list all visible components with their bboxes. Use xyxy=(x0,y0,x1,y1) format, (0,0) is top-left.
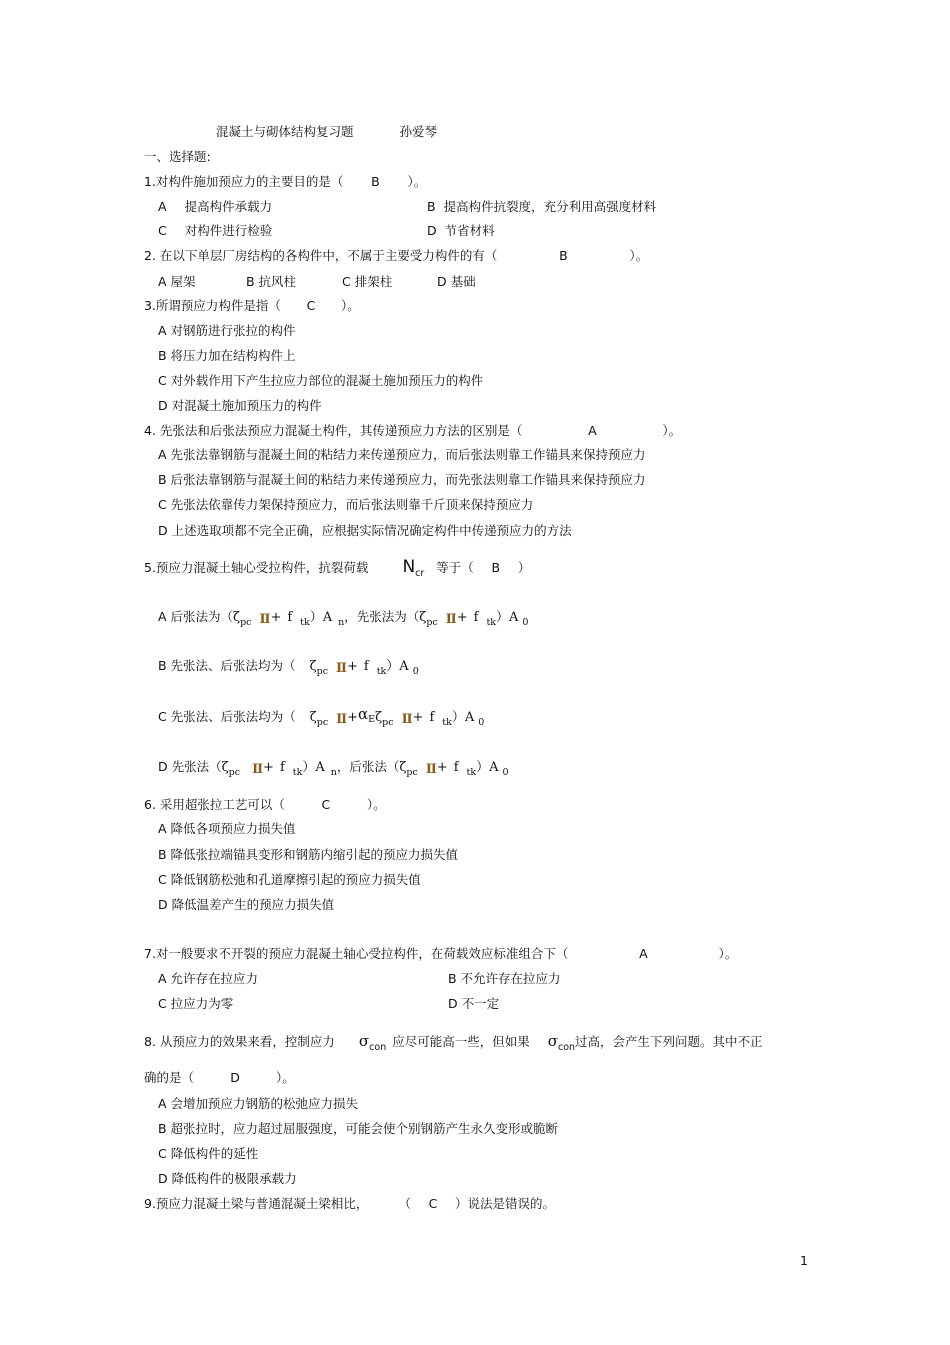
rparen: ） xyxy=(309,610,323,625)
roman-two: Ⅱ xyxy=(336,712,348,727)
zeta-symbol: ζ xyxy=(309,710,317,725)
q7-option-d: D 不一定 xyxy=(448,996,500,1011)
sigma-symbol: σ xyxy=(358,1032,370,1050)
area-symbol: A xyxy=(399,659,409,674)
q8-stem-a: 8. 从预应力的效果来看，控制应力 xyxy=(144,1034,335,1049)
title-text: 混凝土与砌体结构复习题 xyxy=(216,124,354,139)
q5-a-pre: A 后张法为（ xyxy=(158,609,234,624)
q1-a-text: 提高构件承载力 xyxy=(184,199,273,214)
q7-option-c: C 拉应力为零 xyxy=(158,996,234,1011)
f-symbol: f xyxy=(453,760,459,775)
q3-close: ）。 xyxy=(340,298,360,313)
q4-option-a: A 先张法靠钢筋与混凝土间的粘结力来传递预应力，而后张法则靠工作锚具来保持预应力 xyxy=(158,447,646,462)
pc-sub: pc xyxy=(316,717,329,728)
plus-sign: + xyxy=(436,760,448,775)
area-symbol: A xyxy=(315,760,325,775)
q8-stem-c: 过高，会产生下列问题。其中不正 xyxy=(575,1034,763,1049)
document-title xyxy=(216,124,437,140)
con-sub: con xyxy=(557,1042,576,1053)
q1-b-text: 提高构件抗裂度，充分利用高强度材料 xyxy=(443,199,657,214)
q8-answer: D xyxy=(230,1070,240,1085)
plus-sign: + xyxy=(270,610,282,625)
q6-option-d: D 降低温差产生的预应力损失值 xyxy=(158,897,335,912)
pc-sub: pc xyxy=(406,767,418,778)
page-number: 1 xyxy=(800,1253,808,1268)
q5-a-mid: ，先张法为（ xyxy=(344,609,420,624)
q4-close: ）。 xyxy=(662,423,682,438)
q3-stem-text: 3.所谓预应力构件是指（ xyxy=(144,298,281,313)
q3-option-a: A 对钢筋进行张拉的构件 xyxy=(158,323,296,338)
plus-sign: + xyxy=(263,760,274,775)
q6-option-b: B 降低张拉端锚具变形和钢筋内缩引起的预应力损失值 xyxy=(158,847,459,862)
q5-answer: B xyxy=(491,560,501,575)
zeta-symbol: ζ xyxy=(309,659,317,674)
q1-b-letter: B xyxy=(427,199,436,214)
q7-close: ）。 xyxy=(718,946,738,961)
rparen: ） xyxy=(476,760,490,775)
q9-open: （ xyxy=(398,1196,411,1211)
plus-sign: + xyxy=(412,710,424,725)
tk-sub: tk xyxy=(466,767,477,778)
q6-stem-text: 6. 采用超张拉工艺可以（ xyxy=(144,797,285,812)
q8-option-b: B 超张拉时，应力超过屈服强度，可能会使个别钢筋产生永久变形或脆断 xyxy=(158,1121,559,1136)
zeta-symbol: ζ xyxy=(233,610,241,625)
q4-option-c: C 先张法依靠传力架保持预应力，而后张法则靠千斤顶来保持预应力 xyxy=(158,497,534,512)
tk-sub: tk xyxy=(486,617,497,628)
con-sub: con xyxy=(369,1042,387,1053)
q7-stem-text: 7.对一般要求不开裂的预应力混凝土轴心受拉构件，在荷载效应标准组合下（ xyxy=(144,946,569,961)
author-name: 孙爱琴 xyxy=(399,124,437,139)
q2-option-a: A 屋架 xyxy=(158,274,196,289)
question-8-stem-line1 xyxy=(144,1032,763,1053)
plus-sign: + xyxy=(346,659,358,674)
question-4-stem xyxy=(144,423,681,439)
pc-sub: pc xyxy=(316,666,329,677)
q1-option-a xyxy=(158,199,272,215)
alpha-symbol: α xyxy=(358,705,369,723)
q5-stem-text: 5.预应力混凝土轴心受拉构件，抗裂荷载 xyxy=(144,560,369,575)
q8-stem-d: 确的是（ xyxy=(144,1070,195,1085)
zero-sub: 0 xyxy=(522,617,529,628)
q1-c-text: 对构件进行检验 xyxy=(184,223,273,238)
q1-a-letter: A xyxy=(158,199,167,214)
question-3-stem xyxy=(144,298,360,314)
q9-close: ）说法是错误的。 xyxy=(454,1196,555,1211)
f-symbol: f xyxy=(429,710,435,725)
e-sub: E xyxy=(368,714,376,725)
n-sub: n xyxy=(338,617,345,628)
roman-two: Ⅱ xyxy=(401,712,413,727)
q1-d-text: 节省材料 xyxy=(444,223,495,238)
tk-sub: tk xyxy=(376,666,387,677)
zero-sub: 0 xyxy=(502,767,509,778)
q5-option-d xyxy=(158,758,509,778)
question-1-stem xyxy=(144,174,426,190)
q8-option-c: C 降低构件的延性 xyxy=(158,1146,259,1161)
tk-sub: tk xyxy=(292,767,303,778)
question-5-stem xyxy=(144,558,530,579)
zero-sub: 0 xyxy=(412,666,419,677)
q4-stem-text: 4. 先张法和后张法预应力混凝土构件，其传递预应力方法的区别是（ xyxy=(144,423,523,438)
question-8-stem-line2 xyxy=(144,1070,295,1086)
f-symbol: f xyxy=(363,659,369,674)
rparen: ） xyxy=(451,710,465,725)
q8-option-d: D 降低构件的极限承载力 xyxy=(158,1171,297,1186)
q4-answer: A xyxy=(588,423,597,438)
q6-close: ）。 xyxy=(366,797,386,812)
tk-sub: tk xyxy=(442,717,452,728)
q5-b-pre: B 先张法、后张法均为（ xyxy=(158,658,296,673)
rparen: ） xyxy=(302,760,316,775)
q5-symbol-n: N xyxy=(402,557,416,577)
rparen: ） xyxy=(496,610,510,625)
q1-option-b xyxy=(427,199,656,215)
q5-d-pre: D 先张法（ xyxy=(158,759,222,774)
zeta-symbol: ζ xyxy=(399,760,407,775)
q7-option-a: A 允许存在拉应力 xyxy=(158,971,259,986)
q8-close: ）。 xyxy=(276,1070,295,1085)
q5-option-c xyxy=(158,707,484,728)
q2-stem-text: 2. 在以下单层厂房结构的各构件中，不属于主要受力构件的有（ xyxy=(144,248,498,263)
rparen: ） xyxy=(386,659,400,674)
q1-option-c xyxy=(158,223,272,239)
pc-sub: pc xyxy=(426,617,438,628)
area-symbol: A xyxy=(322,610,333,625)
q2-close: ）。 xyxy=(629,248,649,263)
pc-sub: pc xyxy=(240,617,252,628)
q6-option-c: C 降低钢筋松弛和孔道摩擦引起的预应力损失值 xyxy=(158,872,421,887)
q9-answer: C xyxy=(428,1196,438,1211)
zeta-symbol: ζ xyxy=(221,760,229,775)
pc-sub: pc xyxy=(228,767,241,778)
q1-close: ）。 xyxy=(407,174,427,189)
q1-c-letter: C xyxy=(158,223,167,238)
q4-option-b: B 后张法靠钢筋与混凝土间的粘结力来传递预应力，而先张法则靠工作锚具来保持预应力 xyxy=(158,472,646,487)
q6-option-a: A 降低各项预应力损失值 xyxy=(158,821,296,836)
q1-d-letter: D xyxy=(427,223,437,238)
q3-option-d: D 对混凝土施加预压力的构件 xyxy=(158,398,322,413)
q1-stem-text: 1.对构件施加预应力的主要目的是（ xyxy=(144,174,344,189)
plus-sign: + xyxy=(347,710,359,725)
q1-answer: B xyxy=(371,174,380,189)
f-symbol: f xyxy=(473,610,479,625)
q5-close: ） xyxy=(517,560,531,575)
q5-symbol-sub: cr xyxy=(415,568,425,579)
area-symbol: A xyxy=(509,610,519,625)
section-heading: 一、选择题: xyxy=(144,149,211,164)
q8-option-a: A 会增加预应力钢筋的松弛应力损失 xyxy=(158,1096,359,1111)
area-symbol: A xyxy=(489,760,499,775)
q3-option-b: B 将压力加在结构构件上 xyxy=(158,348,296,363)
pc-sub: pc xyxy=(382,717,394,728)
q2-answer: B xyxy=(559,248,568,263)
q3-option-c: C 对外载作用下产生拉应力部位的混凝土施加预压力的构件 xyxy=(158,373,484,388)
zeta-symbol: ζ xyxy=(419,610,427,625)
q3-answer: C xyxy=(306,298,316,313)
q6-answer: C xyxy=(321,797,331,812)
q2-option-d: D 基础 xyxy=(437,274,476,289)
q5-option-a xyxy=(158,608,528,628)
q7-option-b: B 不允许存在拉应力 xyxy=(448,971,561,986)
question-2-stem xyxy=(144,248,648,264)
f-symbol: f xyxy=(287,610,293,625)
n-sub: n xyxy=(330,767,337,778)
q4-option-d: D 上述选取项都不完全正确，应根据实际情况确定构件中传递预应力的方法 xyxy=(158,523,572,538)
tk-sub: tk xyxy=(300,617,310,628)
sigma-symbol: σ xyxy=(547,1032,558,1050)
q1-option-d xyxy=(427,223,495,239)
question-6-stem xyxy=(144,797,386,813)
roman-two: Ⅱ xyxy=(425,762,437,777)
q9-stem-text: 9.预应力混凝土梁与普通混凝土梁相比， xyxy=(144,1196,369,1211)
roman-two: Ⅱ xyxy=(445,612,457,627)
q7-answer: A xyxy=(639,946,648,961)
roman-two: Ⅱ xyxy=(252,762,264,777)
q5-c-pre: C 先张法、后张法均为（ xyxy=(158,709,296,724)
plus-sign: + xyxy=(456,610,468,625)
zero-sub: 0 xyxy=(478,717,485,728)
f-symbol: f xyxy=(279,760,285,775)
area-symbol: A xyxy=(464,710,475,725)
question-7-stem xyxy=(144,946,737,962)
q8-stem-b: 应尽可能高一些，但如果 xyxy=(392,1034,530,1049)
zeta-symbol: ζ xyxy=(375,710,383,725)
q5-option-b xyxy=(158,657,419,677)
q5-d-mid: ，后张法（ xyxy=(336,759,400,774)
q5-stem2: 等于（ xyxy=(436,560,474,575)
roman-two: Ⅱ xyxy=(259,612,271,627)
q2-option-b: B 抗风柱 xyxy=(246,274,297,289)
roman-two: Ⅱ xyxy=(336,661,347,676)
question-9-stem xyxy=(144,1196,555,1212)
q2-option-c: C 排架柱 xyxy=(342,274,393,289)
